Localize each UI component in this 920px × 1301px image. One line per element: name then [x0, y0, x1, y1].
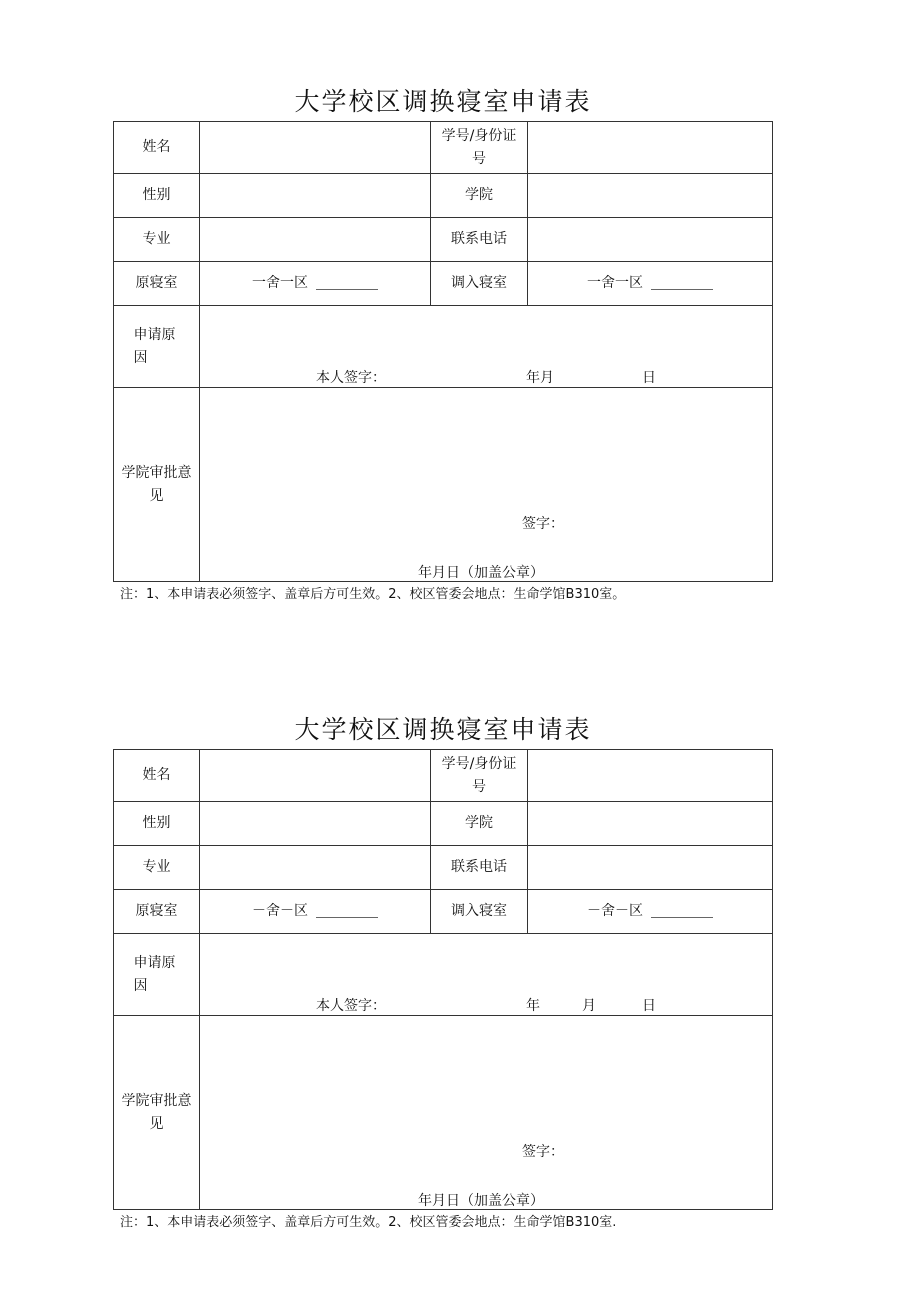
- orig-dorm-room-blank[interactable]: [316, 905, 378, 918]
- self-sign-label: 本人签字：: [316, 370, 386, 386]
- table-row: [114, 1016, 772, 1209]
- id-field[interactable]: [528, 122, 772, 173]
- major-field[interactable]: [200, 218, 431, 261]
- approval-sign-label: 签字：: [522, 516, 564, 532]
- form-note: 注：1、本申请表必须签字、盖章后方可生效。2、校区管委会地点：生命学馆B310室。: [120, 587, 626, 602]
- table-row: [114, 934, 772, 1016]
- table-row: [114, 174, 772, 218]
- new-dorm-value: 一舍一区: [587, 275, 643, 291]
- reason-date-day: 日: [642, 370, 656, 386]
- form-table: [113, 121, 773, 582]
- form-note: 注：1、本申请表必须签字、盖章后方可生效。2、校区管委会地点：生命学馆B310室.: [120, 1215, 617, 1230]
- reason-date-year: 年: [526, 998, 540, 1014]
- new-dorm-value: －舍－区: [587, 903, 643, 919]
- reason-date-month: 月: [582, 998, 596, 1014]
- reason-field[interactable]: [200, 306, 772, 387]
- orig-dorm-field[interactable]: [200, 262, 431, 305]
- major-label: 专业: [114, 218, 200, 261]
- orig-dorm-label: 原寝室: [114, 890, 200, 933]
- approval-field[interactable]: [200, 388, 772, 581]
- gender-label: 性别: [114, 174, 200, 217]
- self-sign-label: 本人签字：: [316, 998, 386, 1014]
- phone-field[interactable]: [528, 218, 772, 261]
- approval-sign-label: 签字：: [522, 1144, 564, 1160]
- form-title: 大学校区调换寝室申请表: [294, 87, 592, 116]
- gender-field[interactable]: [200, 174, 431, 217]
- approval-date: 年月日（加盖公章）: [418, 1193, 544, 1209]
- table-row: [114, 262, 772, 306]
- table-row: [114, 750, 772, 802]
- approval-field[interactable]: [200, 1016, 772, 1209]
- reason-label: 申请原因: [133, 326, 176, 366]
- name-label: 姓名: [114, 122, 200, 173]
- college-label: 学院: [431, 802, 528, 845]
- table-row: [114, 388, 772, 581]
- form-title: 大学校区调换寝室申请表: [294, 715, 592, 744]
- phone-label: 联系电话: [431, 846, 528, 889]
- orig-dorm-field[interactable]: [200, 890, 431, 933]
- approval-label: 学院审批意见: [121, 1092, 192, 1132]
- name-label: 姓名: [114, 750, 200, 801]
- new-dorm-label: 调入寝室: [431, 890, 528, 933]
- name-field[interactable]: [200, 750, 431, 801]
- table-row: [114, 890, 772, 934]
- application-form-1: [113, 80, 773, 610]
- orig-dorm-value: 一舍一区: [252, 275, 308, 291]
- reason-date-year-month: 年月: [526, 370, 554, 386]
- new-dorm-label: 调入寝室: [431, 262, 528, 305]
- reason-date-day: 日: [642, 998, 656, 1014]
- table-row: [114, 218, 772, 262]
- id-label: 学号/身份证号: [441, 755, 517, 795]
- college-field[interactable]: [528, 802, 772, 845]
- approval-date: 年月日（加盖公章）: [418, 565, 544, 581]
- new-dorm-field[interactable]: [528, 262, 772, 305]
- new-dorm-room-blank[interactable]: [651, 905, 713, 918]
- gender-label: 性别: [114, 802, 200, 845]
- major-field[interactable]: [200, 846, 431, 889]
- table-row: [114, 802, 772, 846]
- approval-label: 学院审批意见: [121, 464, 192, 504]
- gender-field[interactable]: [200, 802, 431, 845]
- new-dorm-room-blank[interactable]: [651, 277, 713, 290]
- name-field[interactable]: [200, 122, 431, 173]
- id-field[interactable]: [528, 750, 772, 801]
- id-label: 学号/身份证号: [441, 127, 517, 167]
- application-form-2: [113, 708, 773, 1238]
- college-label: 学院: [431, 174, 528, 217]
- college-field[interactable]: [528, 174, 772, 217]
- orig-dorm-value: －舍－区: [252, 903, 308, 919]
- form-table: [113, 749, 773, 1210]
- table-row: [114, 122, 772, 174]
- phone-field[interactable]: [528, 846, 772, 889]
- reason-field[interactable]: [200, 934, 772, 1015]
- orig-dorm-label: 原寝室: [114, 262, 200, 305]
- phone-label: 联系电话: [431, 218, 528, 261]
- orig-dorm-room-blank[interactable]: [316, 277, 378, 290]
- table-row: [114, 846, 772, 890]
- reason-label: 申请原因: [133, 954, 176, 994]
- table-row: [114, 306, 772, 388]
- new-dorm-field[interactable]: [528, 890, 772, 933]
- major-label: 专业: [114, 846, 200, 889]
